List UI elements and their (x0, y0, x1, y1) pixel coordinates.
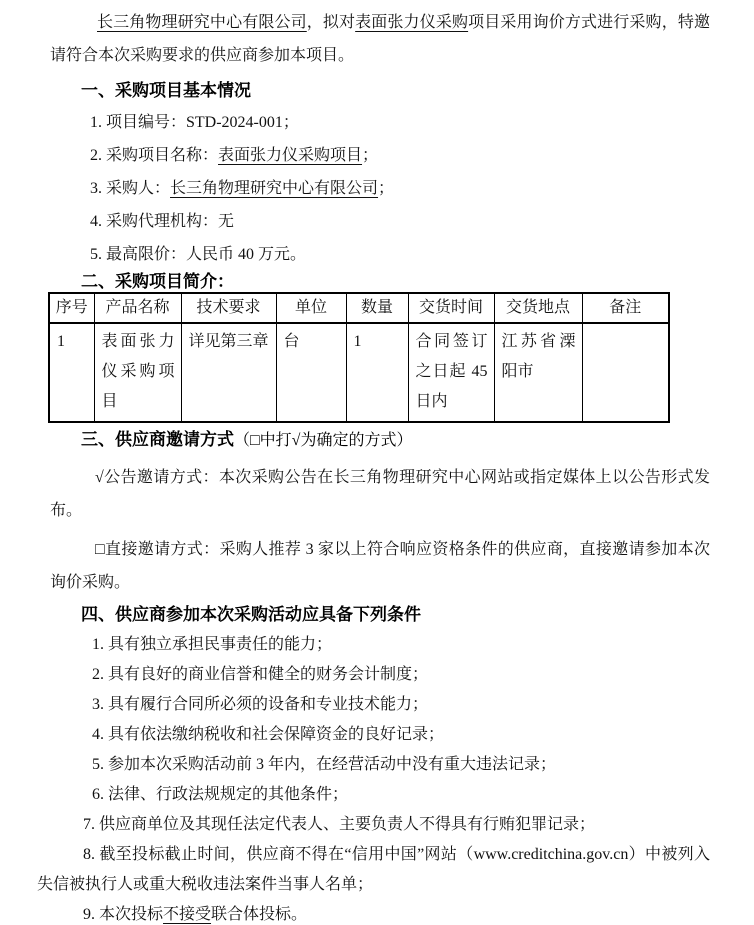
cell-qty: 1 (346, 323, 408, 422)
col-header-delivery-time: 交货时间 (408, 293, 494, 323)
section3-heading-note: （□中打√为确定的方式） (234, 432, 413, 449)
cell-remark (582, 323, 669, 422)
col-header-remark: 备注 (582, 293, 669, 323)
purchaser-label: 3. 采购人： (90, 180, 171, 197)
project-number-item: 1. 项目编号：STD-2024-001； (90, 114, 299, 131)
condition-item-6: 6. 法律、行政法规规定的其他条件； (92, 786, 349, 803)
section3-heading-title: 三、供应商邀请方式 (81, 430, 234, 449)
col-header-delivery-place: 交货地点 (494, 293, 582, 323)
col-header-product: 产品名称 (94, 293, 181, 323)
intro-mid-text: ，拟对 (306, 14, 356, 31)
cell-seq: 1 (49, 323, 94, 422)
purchaser-value: 长三角物理研究中心有限公司 (170, 180, 379, 197)
project-name-underlined: 表面张力仪采购 (355, 14, 469, 31)
col-header-tech: 技术要求 (181, 293, 276, 323)
supplier-conditions-list (37, 630, 710, 925)
price-cap-item: 5. 最高限价：人民币 40 万元。 (90, 246, 307, 263)
condition-item-7: 7. 供应商单位及其现任法定代表人、主要负责人不得具有行贿犯罪记录； (83, 816, 596, 833)
project-summary-table (48, 292, 670, 423)
direct-invite-option: □直接邀请方式：采购人推荐 3 家以上符合响应资格条件的供应商，直接邀请参加本次询价采购。 (50, 541, 710, 591)
section2-heading: 二、采购项目简介： (81, 272, 234, 291)
condition-item-5: 5. 参加本次采购活动前 3 年内，在经营活动中没有重大违法记录； (92, 756, 557, 773)
condition-item-9 (50, 900, 710, 925)
cell-delivery-place: 江苏省溧阳市 (494, 323, 582, 422)
col-header-seq: 序号 (49, 293, 94, 323)
table-row (49, 323, 669, 422)
cell-product: 表面张力仪采购项目 (94, 323, 181, 422)
project-name-label: 2. 采购项目名称： (90, 147, 219, 164)
section4-heading: 四、供应商参加本次采购活动应具备下列条件 (81, 605, 421, 624)
condition-item-9-prefix: 9. 本次投标 (83, 906, 164, 923)
intro-rest-text: 项目采用询价方式进行采购，特邀请符合本次采购要求的供应商参加本项目。 (50, 14, 710, 64)
condition-item-3: 3. 具有履行合同所必须的设备和专业技术能力； (92, 696, 429, 713)
cell-unit: 台 (276, 323, 346, 422)
project-name-value: 表面张力仪采购项目 (218, 147, 363, 164)
col-header-qty: 数量 (346, 293, 408, 323)
purchaser-punct: ； (378, 180, 395, 197)
cell-tech: 详见第三章 (181, 323, 276, 422)
col-header-unit: 单位 (276, 293, 346, 323)
announcement-invite-option: √公告邀请方式：本次采购公告在长三角物理研究中心网站或指定媒体上以公告形式发布。 (50, 469, 710, 519)
intro-paragraph (50, 6, 710, 72)
cell-delivery-time: 合同签订之日起 45 日内 (408, 323, 494, 422)
project-name-punct: ； (362, 147, 379, 164)
buyer-name-underlined: 长三角物理研究中心有限公司 (97, 14, 307, 31)
condition-item-9-suffix: 联合体投标。 (211, 906, 308, 923)
section3-heading (50, 425, 710, 456)
purchaser-item (50, 172, 710, 205)
section1-heading: 一、采购项目基本情况 (81, 81, 251, 100)
agency-item: 4. 采购代理机构：无 (90, 213, 235, 230)
project-name-item (50, 139, 710, 172)
condition-item-2: 2. 具有良好的商业信誉和健全的财务会计制度； (92, 666, 429, 683)
table-header-row (49, 293, 669, 323)
condition-item-8: 8. 截至投标截止时间，供应商不得在“信用中国”网站（www.creditchina.gov.cn）中被列入失信被执行人或重大税收违法案件当事人名单； (37, 846, 710, 893)
condition-item-4: 4. 具有依法缴纳税收和社会保障资金的良好记录； (92, 726, 445, 743)
condition-item-1: 1. 具有独立承担民事责任的能力； (92, 636, 333, 653)
no-consortium-underlined: 不接受 (163, 906, 212, 923)
